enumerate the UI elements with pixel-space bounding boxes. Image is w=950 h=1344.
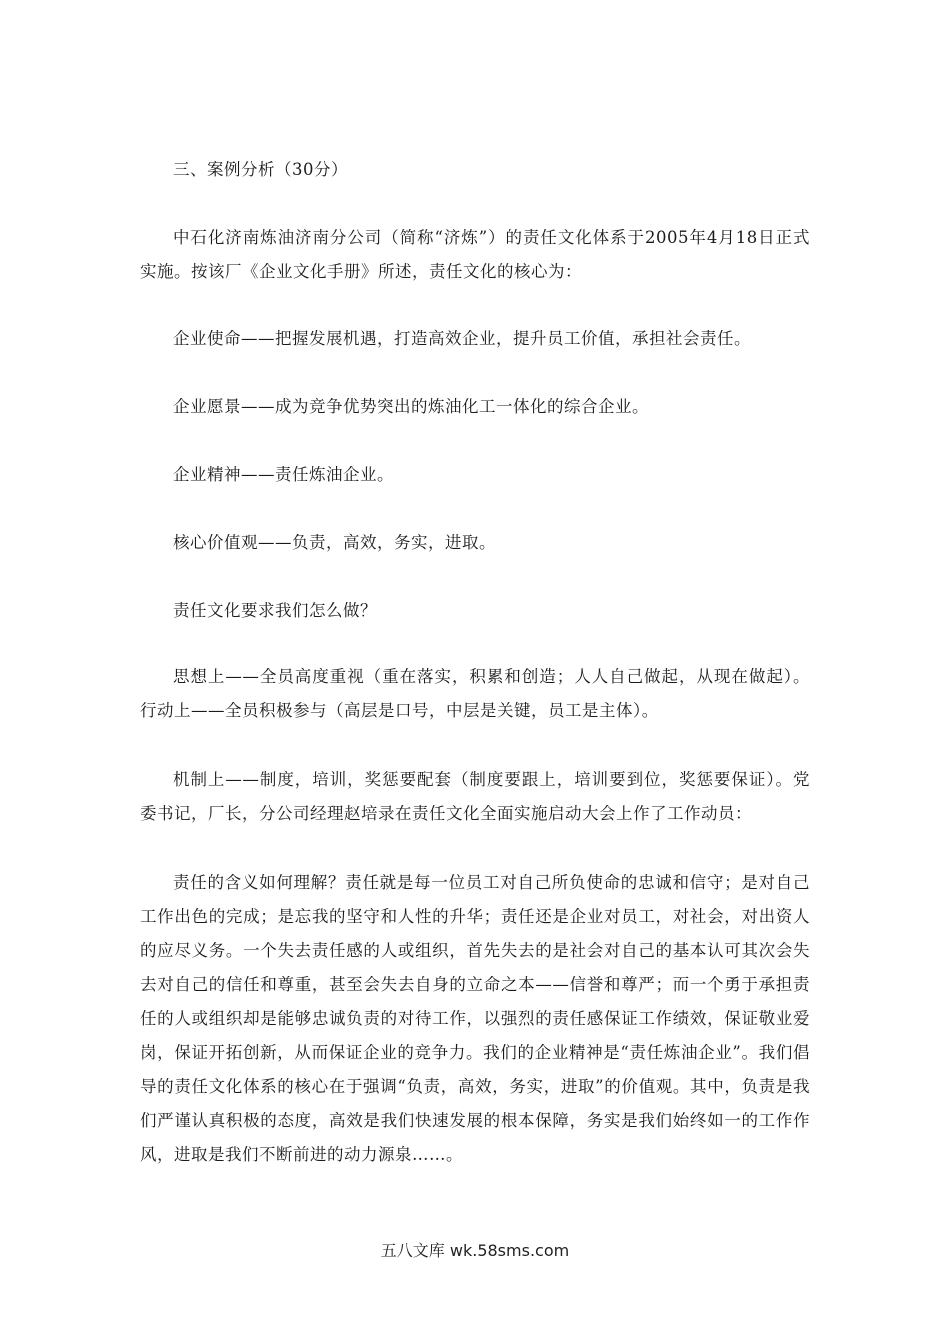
section-heading: 三、案例分析（30分） <box>173 160 348 179</box>
footer-watermark: 五八文库 wk.58sms.com <box>380 1241 570 1260</box>
paragraph-thinking-action: 思想上——全员高度重视（重在落实，积累和创造；人人自己做起，从现在做起）。行动上——全员积极参与（高层是口号，中层是关键，员工是主体）。 <box>140 667 810 720</box>
paragraph-vision: 企业愿景——成为竞争优势突出的炼油化工一体化的综合企业。 <box>173 397 649 416</box>
paragraph-spirit: 企业精神——责任炼油企业。 <box>173 465 394 484</box>
paragraph-question: 责任文化要求我们怎么做？ <box>173 601 377 620</box>
paragraph-responsibility-meaning: 责任的含义如何理解？责任就是每一位员工对自己所负使命的忠诚和信守；是对自己工作出色的完成；是忘我的坚守和人性的升华；责任还是企业对员工，对社会，对出资人的应尽义务。一个失去责任感的人或组织，首先失去的是社会对自己的基本认可其次会失去对自己的信任和尊重，甚至会失去自身的立命之本——信誉和尊严；而一个勇于承担责任的人或组织却是能够忠诚负责的对待工作，以强烈的责任感保证工作绩效，保证敬业爱岗，保证开拓创新，从而保证企业的竞争力。我们的企业精神是“责任炼油企业”。我们倡导的责任文化体系的核心在于强调“负责，高效，务实，进取”的价值观。其中，负责是我们严谨认真积极的态度，高效是我们快速发展的根本保障，务实是我们始终如一的工作作风，进取是我们不断前进的动力源泉……。 <box>140 873 810 1164</box>
paragraph-intro: 中石化济南炼油济南分公司（简称“济炼”）的责任文化体系于2005年4月18日正式实施。按该厂《企业文化手册》所述，责任文化的核心为： <box>140 228 810 281</box>
paragraph-core-values: 核心价值观——负责，高效，务实，进取。 <box>173 533 496 552</box>
paragraph-mechanism: 机制上——制度，培训，奖惩要配套（制度要跟上，培训要到位，奖惩要保证）。党委书记，厂长，分公司经理赵培录在责任文化全面实施启动大会上作了工作动员： <box>140 770 810 823</box>
paragraph-mission: 企业使命——把握发展机遇，打造高效企业，提升员工价值，承担社会责任。 <box>173 329 751 348</box>
